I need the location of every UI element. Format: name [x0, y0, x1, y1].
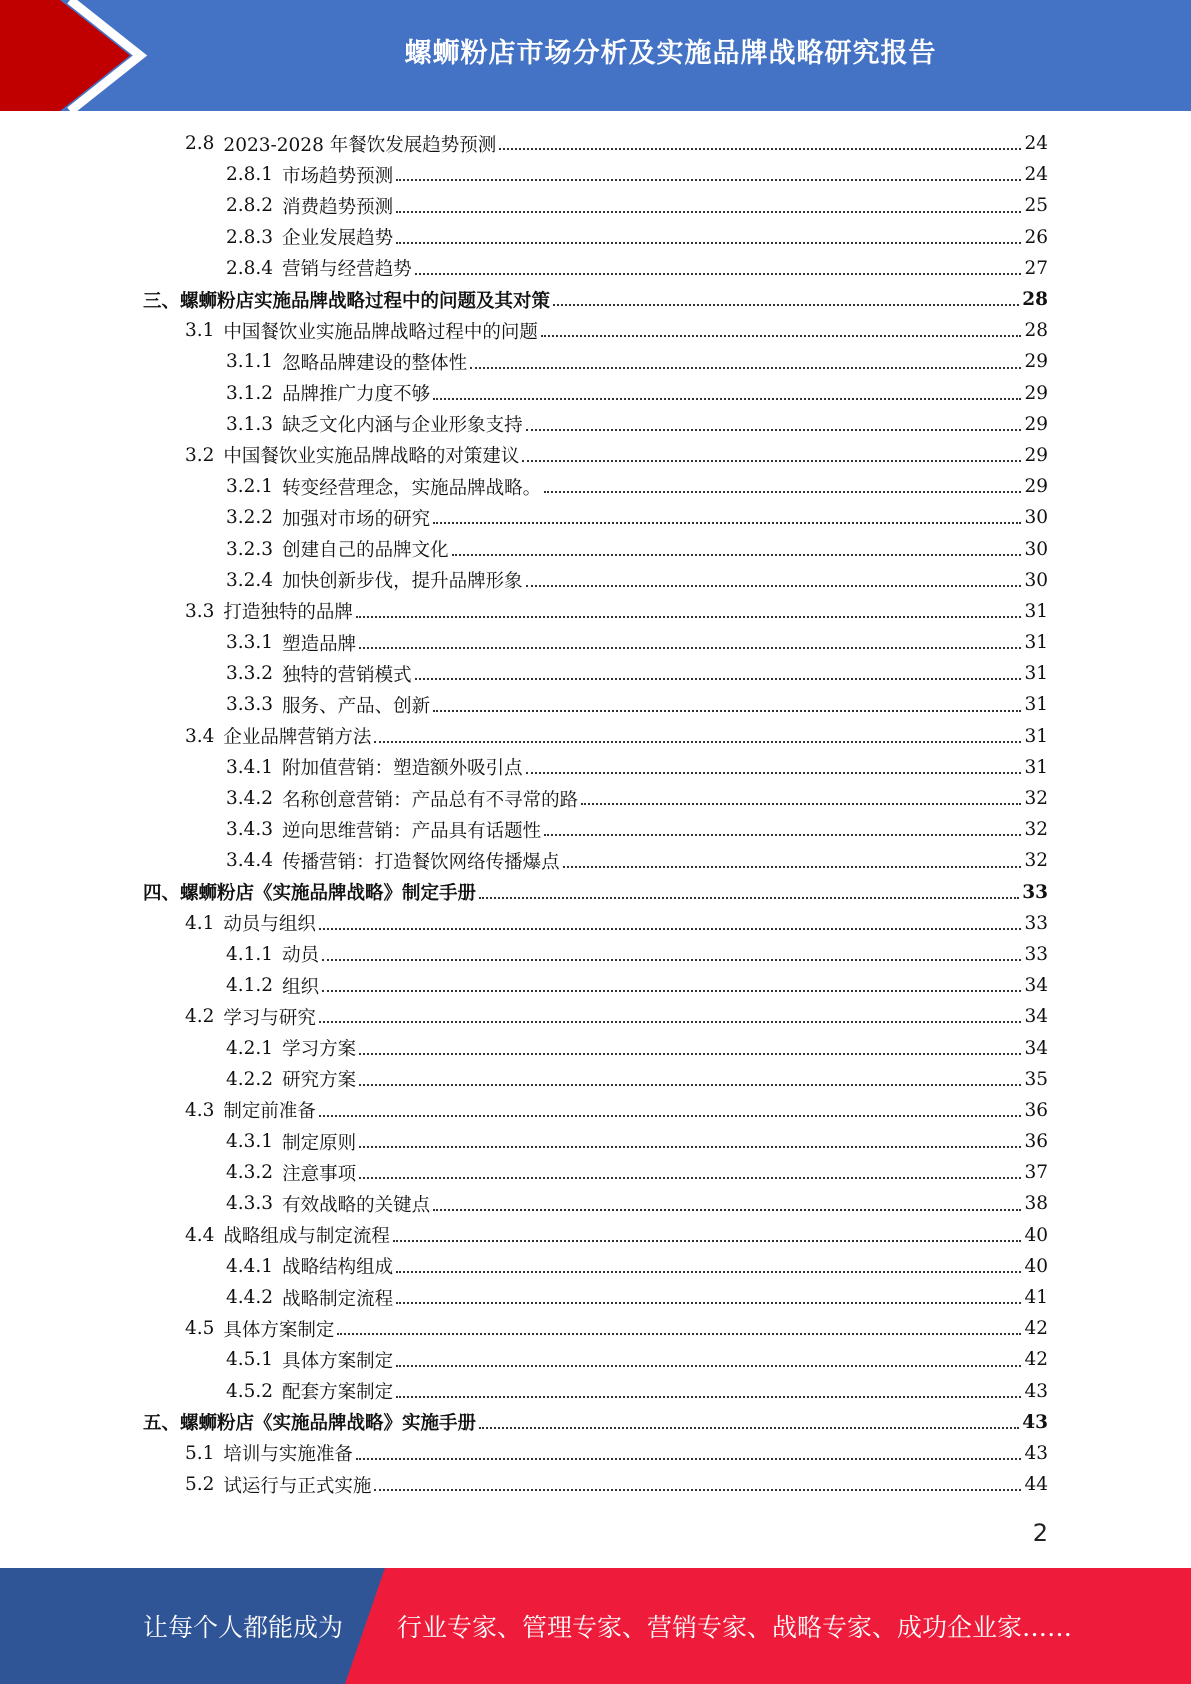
toc-dot-leader: [433, 522, 1021, 524]
toc-entry-number: 3.3: [185, 600, 215, 622]
toc-dot-leader: [499, 148, 1021, 150]
toc-entry-title: 有效战略的关键点: [282, 1194, 431, 1216]
toc-entry-title: 独特的营销模式: [282, 664, 412, 686]
toc-entry-title: 创建自己的品牌文化: [282, 540, 449, 562]
toc-entry-page: 34: [1024, 1006, 1048, 1028]
toc-entry[interactable]: [143, 284, 1048, 315]
toc-entry-title: 螺蛳粉店《实施品牌战略》实施手册: [180, 1413, 477, 1435]
toc-entry-number: 4.1: [185, 912, 215, 934]
page-header: [0, 0, 1191, 111]
toc-entry-page: 42: [1024, 1349, 1048, 1371]
toc-entry-title: 塑造品牌: [282, 633, 357, 655]
toc-entry-number: 3.3.2: [226, 663, 274, 685]
header-arrow-decoration: [0, 0, 160, 111]
toc-entry[interactable]: [143, 502, 1048, 533]
toc-entry-number: 4.2: [185, 1006, 215, 1028]
toc-entry[interactable]: [143, 409, 1048, 440]
toc-entry-title: 加强对市场的研究: [282, 508, 431, 530]
toc-entry[interactable]: [143, 1407, 1048, 1438]
toc-entry-page: 36: [1024, 1131, 1048, 1153]
toc-dot-leader: [396, 211, 1021, 213]
toc-entry-page: 43: [1024, 1380, 1048, 1402]
toc-entry-title: 加快创新步伐，提升品牌形象: [282, 571, 523, 593]
toc-entry-page: 25: [1024, 195, 1048, 217]
toc-dot-leader: [396, 179, 1021, 181]
toc-entry-title: 制定前准备: [223, 1101, 316, 1123]
toc-entry-page: 42: [1024, 1318, 1048, 1340]
toc-entry-page: 30: [1024, 507, 1048, 529]
toc-entry[interactable]: [143, 783, 1048, 814]
toc-entry-number: 四、: [143, 883, 181, 905]
toc-entry[interactable]: [143, 159, 1048, 190]
toc-entry-title: 品牌推广力度不够: [282, 384, 431, 406]
toc-entry-number: 3.2: [185, 444, 215, 466]
toc-entry-page: 30: [1024, 569, 1048, 591]
toc-entry-number: 3.1: [185, 320, 215, 342]
toc-entry-page: 33: [1022, 881, 1048, 903]
toc-entry-title: 注意事项: [282, 1163, 357, 1185]
toc-entry[interactable]: [143, 253, 1048, 284]
toc-entry[interactable]: [143, 970, 1048, 1001]
toc-entry-number: 五、: [143, 1413, 181, 1435]
toc-entry[interactable]: [143, 627, 1048, 658]
toc-entry-number: 2.8: [185, 133, 215, 155]
toc-dot-leader: [396, 1271, 1021, 1273]
toc-entry-number: 4.1.2: [226, 975, 274, 997]
toc-entry[interactable]: [143, 1126, 1048, 1157]
toc-entry[interactable]: [143, 1469, 1048, 1500]
toc-entry[interactable]: [143, 1157, 1048, 1188]
toc-dot-leader: [359, 1146, 1021, 1148]
toc-entry-page: 32: [1024, 850, 1048, 872]
toc-entry-number: 5.2: [185, 1474, 215, 1496]
toc-dot-leader: [322, 959, 1021, 961]
toc-entry-page: 41: [1024, 1287, 1048, 1309]
toc-entry-title: 转变经营理念，实施品牌战略。: [282, 477, 542, 499]
toc-entry-page: 37: [1024, 1162, 1048, 1184]
toc-entry[interactable]: [143, 128, 1048, 159]
toc-entry[interactable]: [143, 1251, 1048, 1282]
toc-dot-leader: [581, 803, 1021, 805]
toc-entry-page: 32: [1024, 788, 1048, 810]
toc-entry[interactable]: [143, 315, 1048, 346]
toc-entry-page: 31: [1024, 694, 1048, 716]
toc-dot-leader: [544, 491, 1021, 493]
toc-dot-leader: [415, 678, 1022, 680]
toc-entry-title: 打造独特的品牌: [223, 602, 353, 624]
toc-dot-leader: [526, 772, 1022, 774]
toc-entry-number: 3.3.3: [226, 694, 274, 716]
toc-dot-leader: [359, 647, 1021, 649]
toc-entry[interactable]: [143, 721, 1048, 752]
toc-dot-leader: [393, 1240, 1022, 1242]
toc-entry-page: 43: [1022, 1411, 1048, 1433]
toc-dot-leader: [356, 1458, 1022, 1460]
toc-entry-number: 4.4.2: [226, 1287, 274, 1309]
toc-entry-page: 31: [1024, 725, 1048, 747]
toc-entry-number: 4.2.1: [226, 1037, 274, 1059]
toc-entry[interactable]: [143, 1064, 1048, 1095]
toc-entry[interactable]: [143, 565, 1048, 596]
toc-entry-page: 43: [1024, 1442, 1048, 1464]
toc-entry[interactable]: [143, 1220, 1048, 1251]
toc-entry-number: 3.2.3: [226, 538, 274, 560]
toc-entry-title: 缺乏文化内涵与企业形象支持: [282, 415, 523, 437]
toc-entry-title: 具体方案制定: [282, 1350, 394, 1372]
toc-dot-leader: [322, 990, 1021, 992]
toc-entry-page: 27: [1024, 257, 1048, 279]
toc-entry-number: 4.4.1: [226, 1255, 274, 1277]
toc-entry-page: 40: [1024, 1255, 1048, 1277]
toc-entry-number: 2.8.2: [226, 195, 274, 217]
toc-entry[interactable]: [143, 440, 1048, 471]
toc-entry-title: 名称创意营销：产品总有不寻常的路: [282, 789, 579, 811]
toc-entry-title: 螺蛳粉店《实施品牌战略》制定手册: [180, 883, 477, 905]
toc-entry-number: 三、: [143, 290, 181, 312]
toc-entry[interactable]: [143, 1344, 1048, 1375]
toc-entry-page: 32: [1024, 819, 1048, 841]
report-title: 螺蛳粉店市场分析及实施品牌战略研究报告: [404, 37, 937, 69]
toc-entry-number: 3.4: [185, 725, 215, 747]
toc-entry[interactable]: [143, 1282, 1048, 1313]
toc-entry-page: 29: [1024, 413, 1048, 435]
toc-dot-leader: [541, 335, 1022, 337]
toc-entry-page: 29: [1024, 351, 1048, 373]
toc-entry-title: 2023-2028 年餐饮发展趋势预测: [223, 134, 497, 156]
toc-dot-leader: [526, 585, 1022, 587]
toc-entry-number: 3.1.2: [226, 382, 274, 404]
toc-entry[interactable]: [143, 1188, 1048, 1219]
toc-entry-page: 40: [1024, 1224, 1048, 1246]
toc-entry-title: 研究方案: [282, 1070, 357, 1092]
toc-entry[interactable]: [143, 1032, 1048, 1063]
table-of-contents: [143, 128, 1048, 1500]
toc-dot-leader: [433, 1209, 1021, 1211]
toc-dot-leader: [356, 616, 1022, 618]
page-number: 2: [1032, 1519, 1048, 1547]
toc-entry-title: 培训与实施准备: [223, 1444, 353, 1466]
toc-entry-number: 2.8.4: [226, 257, 274, 279]
toc-entry-number: 4.3: [185, 1099, 215, 1121]
toc-entry[interactable]: [143, 190, 1048, 221]
toc-entry-number: 4.3.3: [226, 1193, 274, 1215]
toc-entry-page: 30: [1024, 538, 1048, 560]
toc-entry-title: 动员与组织: [223, 914, 316, 936]
toc-entry-title: 试运行与正式实施: [223, 1475, 372, 1497]
toc-entry[interactable]: [143, 939, 1048, 970]
toc-entry-title: 制定原则: [282, 1132, 357, 1154]
toc-dot-leader: [470, 367, 1021, 369]
toc-entry[interactable]: [143, 877, 1048, 908]
toc-dot-leader: [553, 304, 1019, 306]
toc-dot-leader: [319, 1115, 1022, 1117]
toc-dot-leader: [319, 1021, 1022, 1023]
toc-entry-page: 31: [1024, 600, 1048, 622]
toc-entry-title: 螺蛳粉店实施品牌战略过程中的问题及其对策: [180, 290, 551, 312]
toc-entry-title: 传播营销：打造餐饮网络传播爆点: [282, 851, 560, 873]
toc-entry-page: 35: [1024, 1068, 1048, 1090]
toc-entry-page: 29: [1024, 476, 1048, 498]
toc-entry-page: 24: [1024, 164, 1048, 186]
toc-entry-page: 29: [1024, 382, 1048, 404]
toc-entry-page: 36: [1024, 1099, 1048, 1121]
toc-entry[interactable]: [143, 1376, 1048, 1407]
toc-entry[interactable]: [143, 658, 1048, 689]
toc-entry-number: 4.3.1: [226, 1131, 274, 1153]
toc-entry-number: 4.5: [185, 1318, 215, 1340]
toc-entry-title: 附加值营销：塑造额外吸引点: [282, 758, 523, 780]
toc-entry-title: 企业品牌营销方法: [223, 727, 372, 749]
toc-entry-page: 34: [1024, 1037, 1048, 1059]
toc-dot-leader: [374, 741, 1021, 743]
toc-entry-number: 4.1.1: [226, 943, 274, 965]
toc-entry-title: 组织: [282, 976, 320, 998]
toc-dot-leader: [396, 1302, 1021, 1304]
toc-entry-page: 44: [1024, 1474, 1048, 1496]
toc-entry[interactable]: [143, 596, 1048, 627]
toc-entry-page: 28: [1024, 320, 1048, 342]
toc-dot-leader: [526, 429, 1022, 431]
toc-entry-title: 学习与研究: [223, 1007, 316, 1029]
toc-entry[interactable]: [143, 689, 1048, 720]
toc-entry-number: 3.1.1: [226, 351, 274, 373]
toc-entry-title: 营销与经营趋势: [282, 259, 412, 281]
toc-entry[interactable]: [143, 752, 1048, 783]
toc-entry-title: 忽略品牌建设的整体性: [282, 352, 468, 374]
toc-dot-leader: [337, 1333, 1021, 1335]
toc-entry-number: 3.2.2: [226, 507, 274, 529]
toc-entry-title: 动员: [282, 945, 320, 967]
toc-entry-title: 市场趋势预测: [282, 165, 394, 187]
toc-entry-number: 3.4.2: [226, 788, 274, 810]
toc-dot-leader: [544, 834, 1021, 836]
toc-entry-number: 3.1.3: [226, 413, 274, 435]
toc-entry-title: 消费趋势预测: [282, 196, 394, 218]
toc-entry[interactable]: [143, 1001, 1048, 1032]
toc-entry-number: 3.2.1: [226, 476, 274, 498]
toc-entry-number: 3.2.4: [226, 569, 274, 591]
toc-entry[interactable]: [143, 908, 1048, 939]
toc-dot-leader: [433, 710, 1021, 712]
toc-entry[interactable]: [143, 814, 1048, 845]
toc-entry[interactable]: [143, 1438, 1048, 1469]
toc-dot-leader: [433, 398, 1021, 400]
toc-entry[interactable]: [143, 845, 1048, 876]
toc-dot-leader: [479, 897, 1019, 899]
toc-entry-page: 24: [1024, 133, 1048, 155]
toc-entry-page: 28: [1022, 289, 1048, 311]
toc-entry-number: 3.4.3: [226, 819, 274, 841]
toc-entry[interactable]: [143, 1313, 1048, 1344]
toc-entry-number: 4.2.2: [226, 1068, 274, 1090]
toc-entry-title: 具体方案制定: [223, 1319, 335, 1341]
toc-dot-leader: [415, 273, 1022, 275]
toc-dot-leader: [479, 1427, 1019, 1429]
footer-slogan-left: 让每个人都能成为: [143, 1613, 344, 1642]
toc-entry-number: 5.1: [185, 1442, 215, 1464]
toc-entry[interactable]: [143, 471, 1048, 502]
toc-entry[interactable]: [143, 1095, 1048, 1126]
toc-dot-leader: [396, 1396, 1021, 1398]
page-footer: [0, 1568, 1191, 1684]
toc-entry-title: 企业发展趋势: [282, 228, 394, 250]
toc-entry[interactable]: [143, 222, 1048, 253]
toc-entry-title: 战略结构组成: [282, 1257, 394, 1279]
toc-entry-number: 2.8.1: [226, 164, 274, 186]
toc-entry-title: 中国餐饮业实施品牌战略的对策建议: [223, 446, 520, 468]
toc-entry-page: 33: [1024, 943, 1048, 965]
footer-slogan-right: 行业专家、管理专家、营销专家、战略专家、成功企业家……: [397, 1613, 1073, 1642]
toc-entry-page: 31: [1024, 756, 1048, 778]
toc-entry[interactable]: [143, 533, 1048, 564]
toc-entry-page: 29: [1024, 444, 1048, 466]
toc-dot-leader: [452, 554, 1022, 556]
toc-dot-leader: [396, 242, 1021, 244]
toc-dot-leader: [319, 928, 1022, 930]
toc-dot-leader: [359, 1053, 1021, 1055]
toc-entry[interactable]: [143, 346, 1048, 377]
toc-entry-number: 3.4.1: [226, 756, 274, 778]
toc-entry-page: 31: [1024, 663, 1048, 685]
toc-dot-leader: [563, 866, 1022, 868]
toc-entry-number: 4.4: [185, 1224, 215, 1246]
toc-entry-title: 中国餐饮业实施品牌战略过程中的问题: [223, 321, 538, 343]
toc-entry-page: 26: [1024, 226, 1048, 248]
toc-entry-number: 2.8.3: [226, 226, 274, 248]
toc-entry-title: 逆向思维营销：产品具有话题性: [282, 820, 542, 842]
toc-dot-leader: [359, 1084, 1021, 1086]
toc-dot-leader: [396, 1365, 1021, 1367]
toc-dot-leader: [522, 460, 1021, 462]
toc-entry-title: 服务、产品、创新: [282, 695, 431, 717]
toc-entry-number: 3.3.1: [226, 632, 274, 654]
toc-entry-title: 配套方案制定: [282, 1382, 394, 1404]
toc-entry-title: 战略组成与制定流程: [223, 1226, 390, 1248]
toc-entry[interactable]: [143, 378, 1048, 409]
toc-entry-number: 4.5.1: [226, 1349, 274, 1371]
toc-dot-leader: [374, 1489, 1021, 1491]
toc-entry-number: 4.3.2: [226, 1162, 274, 1184]
toc-dot-leader: [359, 1177, 1021, 1179]
toc-entry-page: 34: [1024, 975, 1048, 997]
toc-entry-number: 3.4.4: [226, 850, 274, 872]
toc-entry-title: 学习方案: [282, 1039, 357, 1061]
toc-entry-page: 33: [1024, 912, 1048, 934]
toc-entry-page: 38: [1024, 1193, 1048, 1215]
toc-entry-page: 31: [1024, 632, 1048, 654]
toc-entry-title: 战略制定流程: [282, 1288, 394, 1310]
toc-entry-number: 4.5.2: [226, 1380, 274, 1402]
